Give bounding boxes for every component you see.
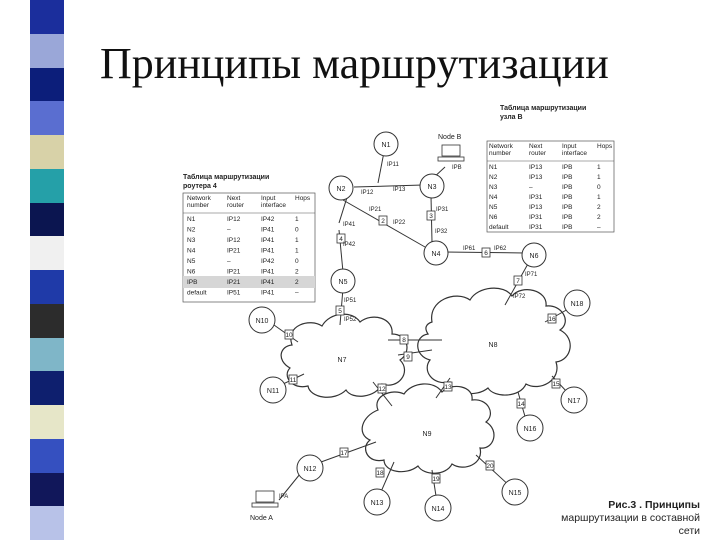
node-label: N14 [431,506,445,513]
table-cell: IPB [562,194,573,201]
table-cell: N3 [187,237,196,244]
table-4-title-line2: роутера 4 [183,183,217,190]
table-cell: IPB [562,204,573,211]
router-number: 6 [484,250,488,257]
slide-title: Принципы маршрутизации [100,39,609,88]
ip-label: IP51 [344,298,357,304]
node-label: N5 [338,279,348,286]
router-number: 10 [285,332,293,339]
node-label: N12 [303,466,317,473]
router-number: 2 [381,218,385,225]
table-cell: IP31 [529,224,543,231]
ip-label: IP12 [361,190,374,196]
table-cell: N5 [187,258,196,265]
caption-line3: сети [678,525,700,537]
node-label: N13 [370,500,384,507]
table-cell: IP13 [529,174,543,181]
table-cell: – [227,226,231,234]
computer-node-b-icon [438,145,464,161]
table-cell: IPB [562,214,573,221]
table-cell: 0 [295,258,299,265]
table-header-cell: interface [562,150,587,157]
router-number: 4 [339,236,343,243]
node-label: N4 [431,251,441,258]
table-cell: 2 [295,279,299,286]
table-cell: N2 [489,174,498,181]
table-cell: N1 [187,216,196,223]
table-cell: IP42 [261,258,275,265]
table-cell: IPB [562,184,573,191]
node-label: N15 [508,490,522,497]
computer-node-a-icon [252,491,278,507]
ip-label: IP22 [393,220,406,226]
ip-label: IP13 [393,187,406,193]
ip-label: IP52 [344,317,357,323]
router-number: 15 [552,381,560,388]
node-a-label: Node A [250,515,273,522]
table-cell: IP41 [261,226,275,234]
table-cell: IP21 [227,279,241,286]
node-label: N9 [422,431,432,438]
ip-label: IP42 [343,242,356,248]
router-number: 12 [378,386,386,393]
table-cell: IPB [562,164,573,171]
table-cell: 1 [295,216,299,223]
table-cell: N2 [187,226,196,234]
node-label: N10 [255,318,269,325]
table-cell: 1 [597,174,601,181]
table-cell: 1 [597,194,601,201]
table-cell: 0 [295,226,299,234]
table-cell: N1 [489,164,498,171]
table-cell: – [295,289,299,297]
node-label: N8 [488,342,498,349]
table-cell: 1 [597,164,601,171]
table-header-cell: router [529,150,546,157]
table-cell: 1 [295,247,299,255]
table-cell: IP12 [227,216,241,223]
table-cell: – [227,258,231,265]
router-number: 11 [289,377,297,384]
table-header-cell: Next [227,195,241,202]
ip-label: IP71 [525,272,538,278]
node-label: N17 [567,398,581,405]
table-cell: 0 [597,184,601,191]
table-header-cell: interface [261,202,286,209]
network-cloud-n7 [281,314,407,397]
routing-table-node-b [487,104,614,232]
router-number: 17 [340,450,348,457]
table-cell: IP13 [529,164,543,171]
table-cell: IP41 [261,237,275,244]
router-number: 9 [406,354,410,361]
table-cell: IP41 [261,289,275,297]
table-cell: N6 [489,214,498,221]
table-b-title-line2: узла B [500,114,523,121]
caption-line2: маршрутизации в составной [561,512,700,524]
table-cell: 1 [295,237,299,244]
node-label: N16 [523,426,537,433]
node-label: N11 [266,388,280,395]
node-label: N7 [337,357,347,364]
table-cell: IP42 [261,216,275,223]
router-number: 16 [548,316,556,323]
table-cell: IP13 [529,204,543,211]
network-cloud-n9 [362,384,494,473]
table-cell: IP21 [227,268,241,276]
caption-line1: Рис.3 . Принципы [608,499,700,511]
table-cell: – [597,224,601,231]
table-cell: IP12 [227,237,241,244]
node-label: N2 [336,186,346,193]
node-label: N1 [381,142,391,149]
table-header-cell: number [187,202,210,209]
node-label: N18 [570,301,584,308]
table-cell: N4 [187,247,196,255]
table-cell: IP41 [261,268,275,276]
table-cell: N5 [489,204,498,211]
table-header-cell: Next [529,143,543,150]
table-header-cell: number [489,150,512,157]
table-cell: IPB [187,279,198,286]
router-number: 8 [402,337,406,344]
table-cell: default [489,224,509,231]
ip-label: IP41 [343,222,356,228]
table-cell: IPB [562,174,573,181]
router-number: 5 [338,308,342,315]
table-cell: IP41 [261,279,275,286]
ip-label: IPB [452,165,462,171]
table-cell: N3 [489,184,498,191]
ip-label: IP72 [513,294,526,300]
table-header-cell: Hops [597,143,613,150]
router-number: 20 [486,463,494,470]
table-header-cell: Network [187,195,211,202]
table-cell: 2 [597,204,601,211]
table-cell: 2 [295,268,299,276]
node-b-label: Node B [438,134,462,141]
router-number: 7 [516,278,520,285]
table-cell: N6 [187,268,196,276]
router-number: 18 [376,470,384,477]
table-b-title-line1: Таблица маршрутизации [500,105,587,112]
table-cell: default [187,289,207,297]
routing-table-router-4 [183,173,315,302]
router-number: 13 [444,384,452,391]
table-cell: IP21 [227,247,241,255]
ip-label: IP32 [435,229,448,235]
ip-label: IP21 [369,207,382,213]
table-cell: – [529,184,533,191]
node-label: N6 [529,253,539,260]
router-number: 19 [432,476,440,483]
table-header-cell: Hops [295,195,311,202]
table-header-cell: Input [261,195,276,202]
ip-label: IP31 [436,207,449,213]
table-cell: IP51 [227,289,241,297]
node-label: N3 [427,184,437,191]
ip-label: IP62 [494,246,507,252]
table-cell: N4 [489,194,498,201]
table-cell: IPB [562,224,573,231]
ip-label: IP11 [387,162,399,168]
table-cell: IP31 [529,214,543,221]
table-cell: IP41 [261,247,275,255]
table-4-title-line1: Таблица маршрутизации [183,174,270,181]
router-number: 14 [517,401,525,408]
table-cell: 2 [597,214,601,221]
ip-label: IP61 [463,246,476,252]
table-header-cell: router [227,202,244,209]
table-header-cell: Network [489,143,513,150]
ip-label: IPA [279,494,289,500]
table-cell: IP31 [529,194,543,201]
router-number: 3 [429,213,433,220]
figure-caption [561,499,700,537]
table-header-cell: Input [562,143,577,150]
